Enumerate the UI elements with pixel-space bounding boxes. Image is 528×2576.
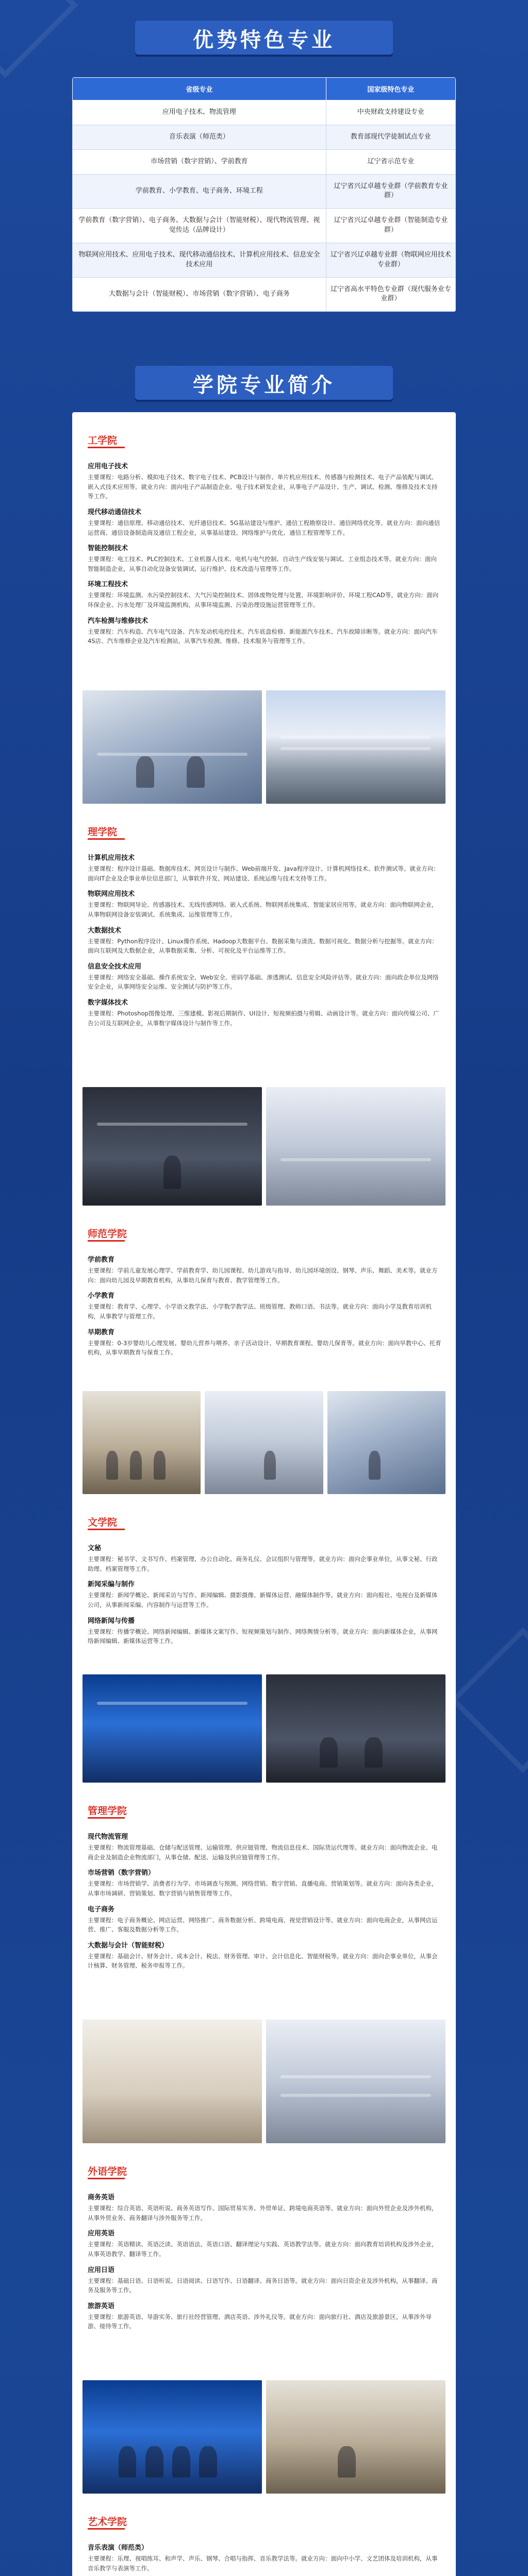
major-text: 主要课程：网络安全基础、操作系统安全、Web安全、密码学基础、渗透测试、信息安全风险评估等。就业方向：面向政企单位及网络安全企业，从事网络安全运维、安全测试与防护等工作。 [88, 973, 439, 991]
major-title: 数字媒体技术 [88, 999, 128, 1007]
table-cell: 辽宁省兴辽卓越专业群（物联网应用技术专业群） [326, 243, 455, 277]
major-text: 主要课程：0-3岁婴幼儿心理发展、婴幼儿营养与喂养、亲子活动设计、早期教育课程、婴幼儿保育等。就业方向：面向早教中心、托育机构，从事早期教育与保育工作。 [88, 1339, 441, 1357]
major-title: 计算机应用技术 [88, 854, 135, 862]
table-cell: 应用电子技术、物流管理 [73, 100, 326, 125]
major-title: 新闻采编与制作 [88, 1581, 135, 1589]
major-title: 应用日语 [88, 2266, 115, 2274]
table-cell: 中央财政支持建设专业 [326, 100, 455, 125]
teaching-photo [82, 1391, 201, 1494]
section-banner-intro [135, 355, 393, 405]
major-text: 主要课程：通信原理、移动通信技术、光纤通信技术、5G基站建设与维护、通信工程勘察设计、通信网络优化等。就业方向：面向通信运营商、通信设备制造商及通信工程企业，从事基站建设、网络维护与优化、通信工程管理等工作。 [88, 519, 440, 536]
major-text: 主要课程：综合英语、英语听说、商务英语写作、国际贸易实务、外贸单证、跨境电商英语等。就业方向：面向外贸企业及涉外机构，从事外贸业务、商务翻译与涉外服务等工作。 [88, 2205, 438, 2222]
school-section [88, 455, 441, 648]
major-text: 主要课程：Photoshop图像处理、三维建模、影视后期制作、UI设计、短视频拍摄与剪辑、动画设计等。就业方向：面向传媒公司、广告公司及互联网企业，从事数字媒体设计与制作等工作。 [88, 1010, 439, 1027]
photo-row [82, 690, 446, 804]
school-intro-panel [72, 412, 456, 2576]
calligraphy-wall-photo [82, 2020, 262, 2143]
major-title: 现代移动通信技术 [88, 508, 142, 516]
table-row [73, 277, 456, 312]
meeting-room-photo [266, 1674, 446, 1783]
major-text: 主要课程：电工技术、PLC控制技术、工业机器人技术、电机与电气控制、自动生产线安装与调试、工业组态技术等。就业方向：面向智能制造企业，从事自动化设备安装调试、运行维护、技术改造与管理等工作。 [88, 555, 437, 572]
major-text: 主要课程：新闻学概论、新闻采访与写作、新闻编辑、摄影摄像、新媒体运营、融媒体制作等。就业方向：面向报社、电视台及新媒体公司，从事新闻采编、内容制作与运营等工作。 [88, 1591, 438, 1608]
major-text: 主要课程：传播学概论、网络新闻编辑、新媒体文案写作、短视频策划与制作、网络舆情分析等。就业方向：面向新媒体企业，从事网络新闻编辑、新媒体运营等工作。 [88, 1628, 438, 1645]
lab-photo [82, 690, 262, 804]
major-title: 智能控制技术 [88, 545, 128, 553]
table-cell: 音乐表演（师范类） [73, 125, 326, 149]
major-text: 主要课程：物联网导论、传感器技术、无线传感网络、嵌入式系统、物联网系统集成、智能家居应用等。就业方向：面向物联网企业，从事物联网设备安装调试、系统集成、运维管理等工作。 [88, 901, 438, 918]
computer-lab-photo [82, 1087, 262, 1206]
school-title: 艺术学院 [88, 2514, 127, 2528]
stage-event-photo [82, 2380, 262, 2494]
major-text: 主要课程：汽车构造、汽车电气设备、汽车发动机电控技术、汽车底盘检修、新能源汽车技术、汽车故障诊断等。就业方向：面向汽车4S店、汽车维修企业及汽车检测站，从事汽车检测、维修、技术服务与管理等工作。 [88, 628, 438, 645]
school-title: 理学院 [88, 824, 117, 838]
major-title: 环境工程技术 [88, 581, 128, 589]
table-row [73, 125, 456, 149]
table-cell: 辽宁省兴辽卓越专业群（智能制造专业群） [326, 209, 455, 243]
major-text: 主要课程：秘书学、文书写作、档案管理、办公自动化、商务礼仪、会议组织与管理等。就业方向：面向企事业单位，从事文秘、行政助理、档案管理等工作。 [88, 1555, 438, 1572]
table-cell: 大数据与会计（智能财税）、市场营销（数字营销）、电子商务 [73, 277, 326, 312]
major-title: 旅游英语 [88, 2302, 115, 2310]
school-section [88, 847, 441, 1029]
section-title: 学院专业简介 [193, 374, 335, 397]
photo-row [82, 1391, 446, 1494]
decor-corner [450, 1628, 528, 1773]
school-title: 工学院 [88, 433, 117, 447]
school-section [88, 2537, 441, 2576]
major-text: 主要课程：电子商务概论、网店运营、网络推广、商务数据分析、跨境电商、视觉营销设计等。就业方向：面向电商企业，从事网店运营、推广、客服及数据分析等工作。 [88, 1916, 438, 1934]
major-text: 主要课程：Python程序设计、Linux操作系统、Hadoop大数据平台、数据采集与清洗、数据可视化、数据分析与挖掘等。就业方向：面向互联网及大数据企业，从事数据采集、分析、可视化及平台运维等工作。 [88, 937, 438, 955]
major-title: 网络新闻与传播 [88, 1617, 135, 1625]
table-cell: 市场营销（数字营销）、学前教育 [73, 149, 326, 174]
photo-row [82, 2380, 446, 2494]
table-row [73, 100, 456, 125]
photo-row [82, 2020, 446, 2143]
school-title: 文学院 [88, 1515, 117, 1529]
section-banner-advantage [135, 10, 393, 60]
training-room-photo [266, 2020, 446, 2143]
major-title: 电子商务 [88, 1905, 115, 1913]
table-row [73, 243, 456, 277]
major-text: 主要课程：物流管理基础、仓储与配送管理、运输管理、供应链管理、物流信息技术、国际货运代理等。就业方向：面向物流企业、电商企业及制造企业物流部门，从事仓储、配送、运输及供应链管理等工作。 [88, 1844, 438, 1861]
major-title: 应用电子技术 [88, 463, 128, 470]
major-title: 文秘 [88, 1545, 102, 1552]
workshop-photo [205, 1391, 323, 1494]
section-title: 优势特色专业 [193, 28, 335, 52]
table-header: 省级专业 [73, 78, 326, 100]
school-title: 外语学院 [88, 2164, 127, 2178]
major-title: 大数据技术 [88, 926, 122, 935]
table-cell: 辽宁省兴辽卓越专业群（学前教育专业群） [326, 174, 455, 209]
major-title: 大数据与会计（智能财税） [88, 1941, 169, 1950]
major-text: 主要课程：市场营销学、消费者行为学、市场调查与预测、网络营销、数字营销、直播电商、营销策划等。就业方向：面向各类企业，从事市场调研、营销策划、数字营销与销售管理等工作。 [88, 1880, 438, 1897]
major-text: 主要课程：电路分析、模拟电子技术、数字电子技术、PCB设计与制作、单片机应用技术、传感器与检测技术、电子产品装配与调试、嵌入式技术应用等。就业方向：面向电子产品制造企业、电子技术研发企业，从事电子产品设计、生产、调试、检测、维修及技术支持等工作。 [88, 473, 438, 500]
major-text: 主要课程：基础日语、日语听说、日语阅读、日语写作、日语翻译、商务日语等。就业方向：面向日资企业及涉外机构，从事翻译、商务及服务等工作。 [88, 2277, 438, 2294]
decor-corner [0, 0, 78, 78]
major-text: 主要课程：环境监测、水污染控制技术、大气污染控制技术、固体废物处理与处置、环境影响评价、环境工程CAD等。就业方向：面向环保企业、污水处理厂及环境监测机构，从事环境监测、污染治理设施运营管理等工作。 [88, 591, 439, 608]
major-text: 主要课程：教育学、心理学、小学语文教学法、小学数学教学法、班级管理、教师口语、书法等。就业方向：面向小学及教育培训机构，从事教学与管理工作。 [88, 1303, 432, 1320]
major-title: 物联网应用技术 [88, 890, 135, 899]
major-title: 信息安全技术应用 [88, 962, 142, 971]
table-cell: 学前教育（数字营销）、电子商务、大数据与会计（智能财税）、现代物流管理、视觉传达（品牌设计） [73, 209, 326, 243]
photo-row [82, 1674, 446, 1783]
table-cell: 学前教育、小学教育、电子商务、环境工程 [73, 174, 326, 209]
major-text: 主要课程：乐理、视唱练耳、和声学、声乐、钢琴、合唱与指挥、音乐教学法等。就业方向：面向中小学、文艺团体及培训机构，从事音乐教学与表演等工作。 [88, 2555, 438, 2572]
school-section [88, 2187, 441, 2333]
table-cell: 辽宁省示范专业 [326, 149, 455, 174]
table-row [73, 149, 456, 174]
table-cell: 教育部现代学徒制试点专业 [326, 125, 455, 149]
advantage-majors-table [72, 77, 456, 312]
school-title: 师范学院 [88, 1226, 127, 1240]
major-title: 市场营销（数字营销） [88, 1869, 155, 1877]
major-text: 主要课程：学前儿童发展心理学、学前教育学、幼儿园课程、幼儿游戏与指导、幼儿园环境创设、钢琴、声乐、舞蹈、美术等。就业方向：面向幼儿园及早期教育机构，从事幼儿保育与教育、教学管理等工作。 [88, 1267, 438, 1284]
major-text: 主要课程：基础会计、财务会计、成本会计、税法、财务管理、审计、会计信息化、智能财税等。就业方向：面向企事业单位，从事会计核算、财务管理、税务申报等工作。 [88, 1952, 438, 1970]
major-title: 应用英语 [88, 2230, 115, 2238]
table-row [73, 174, 456, 209]
campus-building-photo [266, 690, 446, 804]
major-title: 商务英语 [88, 2194, 115, 2201]
language-class-photo [266, 2380, 446, 2494]
major-title: 早期教育 [88, 1328, 115, 1336]
major-text: 主要课程：英语精读、英语泛读、英语语法、英语口语、翻译理论与实践、英语教学法等。就业方向：面向教育培训机构及涉外企业，从事英语教学、翻译等工作。 [88, 2241, 438, 2258]
major-title: 汽车检测与维修技术 [88, 617, 148, 625]
major-title: 现代物流管理 [88, 1833, 128, 1841]
table-cell: 辽宁省高水平特色专业群（现代服务业专业群） [326, 277, 455, 312]
school-title: 管理学院 [88, 1803, 127, 1817]
school-section [88, 1826, 441, 1972]
photo-row [82, 1087, 446, 1206]
major-title: 音乐表演（师范类） [88, 2544, 148, 2552]
classroom-photo [266, 1087, 446, 1206]
major-text: 主要课程：程序设计基础、数据库技术、网页设计与制作、Web前端开发、Java程序设计、计算机网络技术、软件测试等。就业方向：面向IT企业及企事业单位信息部门，从事软件开发、网站建设、系统运维与技术支持等工作。 [88, 865, 439, 882]
training-photo [327, 1391, 446, 1494]
table-cell: 物联网应用技术、应用电子技术、现代移动通信技术、计算机应用技术、信息安全技术应用 [73, 243, 326, 277]
major-text: 主要课程：旅游英语、导游实务、旅行社经营管理、酒店英语、涉外礼仪等。就业方向：面向旅行社、酒店及旅游景区，从事涉外导游、接待等工作。 [88, 2313, 432, 2330]
table-header: 国家级特色专业 [326, 78, 455, 100]
major-title: 学前教育 [88, 1256, 115, 1264]
table-row [73, 209, 456, 243]
major-title: 小学教育 [88, 1292, 115, 1300]
school-section [88, 1537, 441, 1648]
school-section [88, 1249, 441, 1359]
lecture-hall-photo [82, 1674, 262, 1783]
